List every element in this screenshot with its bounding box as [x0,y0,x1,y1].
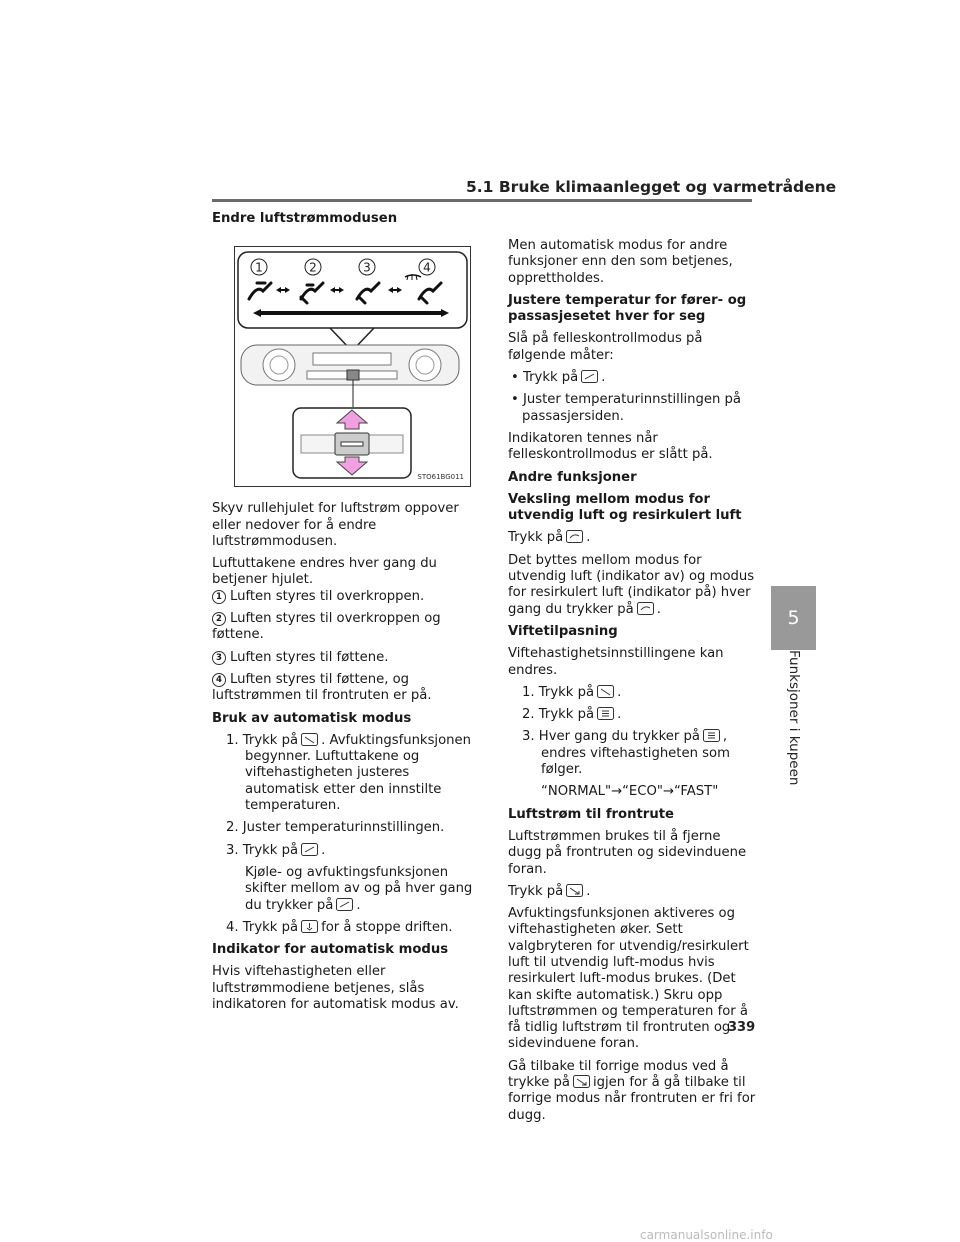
step-number: 4. [226,919,239,935]
callout-1 [212,589,474,605]
para-text: Gå tilbake til forrige modus ved å trykke på [508,1058,729,1091]
step-text: , endres viftehastigheten som følger. [541,729,730,778]
para-indicator-on: Indikatoren tennes når felleskontrollmodus er slått på. [508,430,713,463]
step-text: Trykk på [242,842,299,858]
step-text: for å stoppe driften. [321,919,453,935]
heading-recirculation: Veksling mellom modus for utvendig luft og resirkulert luft [508,491,742,524]
heading-auto-mode: Bruk av automatisk modus [212,710,412,726]
step-text: Kjøle- og avfuktingsfunksjonen skifter mellom av og på hver gang du trykker på [245,864,473,913]
figure-callout-2: 2 [309,260,317,275]
right-column [508,238,758,1130]
fan-mode-button-icon [597,707,614,720]
bullet-text: . [601,370,606,386]
bullet-passenger-temp: • Juster temperaturinnstillingen på passasjersiden. [511,392,741,424]
step-text: Trykk på [242,919,299,935]
page-number: 339 [728,1020,756,1035]
ac-button-icon [301,843,318,856]
fan-mode-button-icon [703,729,720,742]
fan-step-1 [508,685,758,701]
para-text: igjen for å gå tilbake til forrige modus når frontruten er fri for dugg. [508,1075,756,1123]
display [313,353,391,365]
fan-modes: “NORMAL"→“ECO"→“FAST" [541,784,719,800]
step-text: . [321,842,326,858]
step-text: Trykk på [538,684,595,700]
defrost-button-icon [573,1075,590,1088]
para-outlets-change: Luftuttakene endres hver gang du betjener hjulet. [212,556,437,588]
auto-button-icon [597,685,614,698]
para-auto-maintained: Men automatisk modus for andre funksjoner enn den som betjenes, opprettholdes. [508,238,733,286]
scroll-wheel-small [347,370,359,380]
chapter-title: Funksjoner i kupeen [785,650,802,786]
callout-4 [212,672,474,705]
step-text: . Avfuktingsfunksjonen begynner. Luftuttakene og viftehastigheten justeres automatisk etter den innstilte temperaturen. [245,732,471,814]
sync-button-icon [581,370,598,383]
para-press-recirc [508,530,758,546]
heading-airflow-mode: Endre luftstrømmodusen [212,211,398,226]
callout-text: Luften styres til føttene. [230,649,389,665]
heading-fan-adjust: Viftetilpasning [508,623,618,639]
auto-step-4 [212,920,474,936]
figure-callout-4: 4 [423,260,431,275]
para-recirc-toggle [508,553,758,618]
step-number: 2. [226,820,239,836]
ac-button-icon [336,898,353,911]
para-text: . [586,883,591,899]
para-text: Det byttes mellom modus for utvendig luft (indikator av) og modus for resirkulert luft (indikator på) hver gang du trykker på [508,552,755,617]
para-scroll-wheel: Skyv rullehjulet for luftstrøm oppover eller nedover for å endre luftstrømmodusen. [212,501,459,549]
vent-right [409,349,441,381]
recirculation-button-icon [637,602,654,615]
para-text: . [586,530,591,546]
step-number: 2. [522,707,535,723]
callout-number: 4 [212,673,226,687]
step-number: 1. [522,684,535,700]
callout-number: 2 [212,612,226,626]
heading-temp-separate: Justere temperatur for fører- og passasjesetet hver for seg [508,292,747,325]
step-text: Trykk på [242,732,299,748]
para-return-mode [508,1059,758,1124]
heading-windshield: Luftstrøm til frontrute [508,806,674,822]
bullet-press-sync: • Trykk på . [511,370,606,386]
step-text: . [617,684,622,700]
step-number: 1. [226,732,239,748]
step-text: Trykk på [538,707,595,723]
off-button-icon [301,920,318,933]
airflow-figure [234,246,471,487]
step-text: Juster temperaturinnstillingen. [242,820,445,836]
bullet-text: Juster temperaturinnstillingen på passasjersiden. [522,392,741,424]
para-auto-indicator: Hvis viftehastigheten eller luftstrømmodiene betjenes, slås indikatoren for automatisk modus av. [212,964,459,1013]
auto-step-1 [212,733,474,814]
recirculation-button-icon [566,530,583,543]
callout-text: Luften styres til overkroppen og føttene. [212,611,441,643]
step-text: . [617,707,622,723]
step-number: 3. [226,842,239,858]
para-text: Trykk på [508,883,564,899]
auto-step-3 [212,843,474,859]
fan-step-2 [508,707,758,723]
bullet-text: Trykk på [522,370,579,386]
para-fan-adjust: Viftehastighetsinnstillingene kan endres. [508,646,724,678]
chapter-tab[interactable]: 5 [771,586,816,650]
airflow-illustration [235,247,470,486]
step-text: Hver gang du trykker på [538,729,700,745]
para-windshield: Luftstrømmen brukes til å fjerne dugg på frontruten og sidevinduene foran. [508,828,747,877]
callout-3 [212,650,474,666]
auto-button-icon [301,733,318,746]
para-press-defrost [508,884,758,900]
figure-callout-1: 1 [255,260,263,275]
watermark: carmanualsonline.info [640,1228,773,1242]
chapter-label [771,650,816,786]
callout-2 [212,611,474,644]
callout-text: Luften styres til føttene, og luftstrømmen til frontruten er på. [212,671,432,704]
para-defrost-effect: Avfuktingsfunksjonen aktiveres og viftehastigheten øker. Sett valgbryteren for utvendig/resirkulert luft til utvendig luft-modus hvis resirkulert luft-modus brukes. (Det kan skifte automatisk.) Skru opp luftstrømmen og temperaturen for å få tidlig luftstrøm til frontruten og sidevinduene foran. [508,906,749,1052]
para-text: Trykk på [508,530,564,546]
step-text: . [356,897,361,913]
callout-text: Luften styres til overkroppen. [230,588,425,604]
defrost-button-icon [566,884,583,897]
step-number: 3. [522,729,535,745]
para-common-control: Slå på felleskontrollmodus på følgende måter: [508,331,703,363]
para-text: . [656,601,661,617]
heading-other-functions: Andre funksjoner [508,469,637,485]
auto-step-2 [212,820,474,836]
heading-auto-indicator: Indikator for automatisk modus [212,942,449,958]
section-header: 5.1 Bruke klimaanlegget og varmetrådene [466,178,837,196]
vent-left [263,349,295,381]
callout-number: 3 [212,651,226,665]
header-rule [212,199,752,202]
callout-number: 1 [212,590,226,604]
figure-code: STO61BG011 [417,473,464,481]
fan-step-3 [508,729,758,778]
auto-step-3-sub [212,865,474,914]
figure-callout-3: 3 [363,260,371,275]
